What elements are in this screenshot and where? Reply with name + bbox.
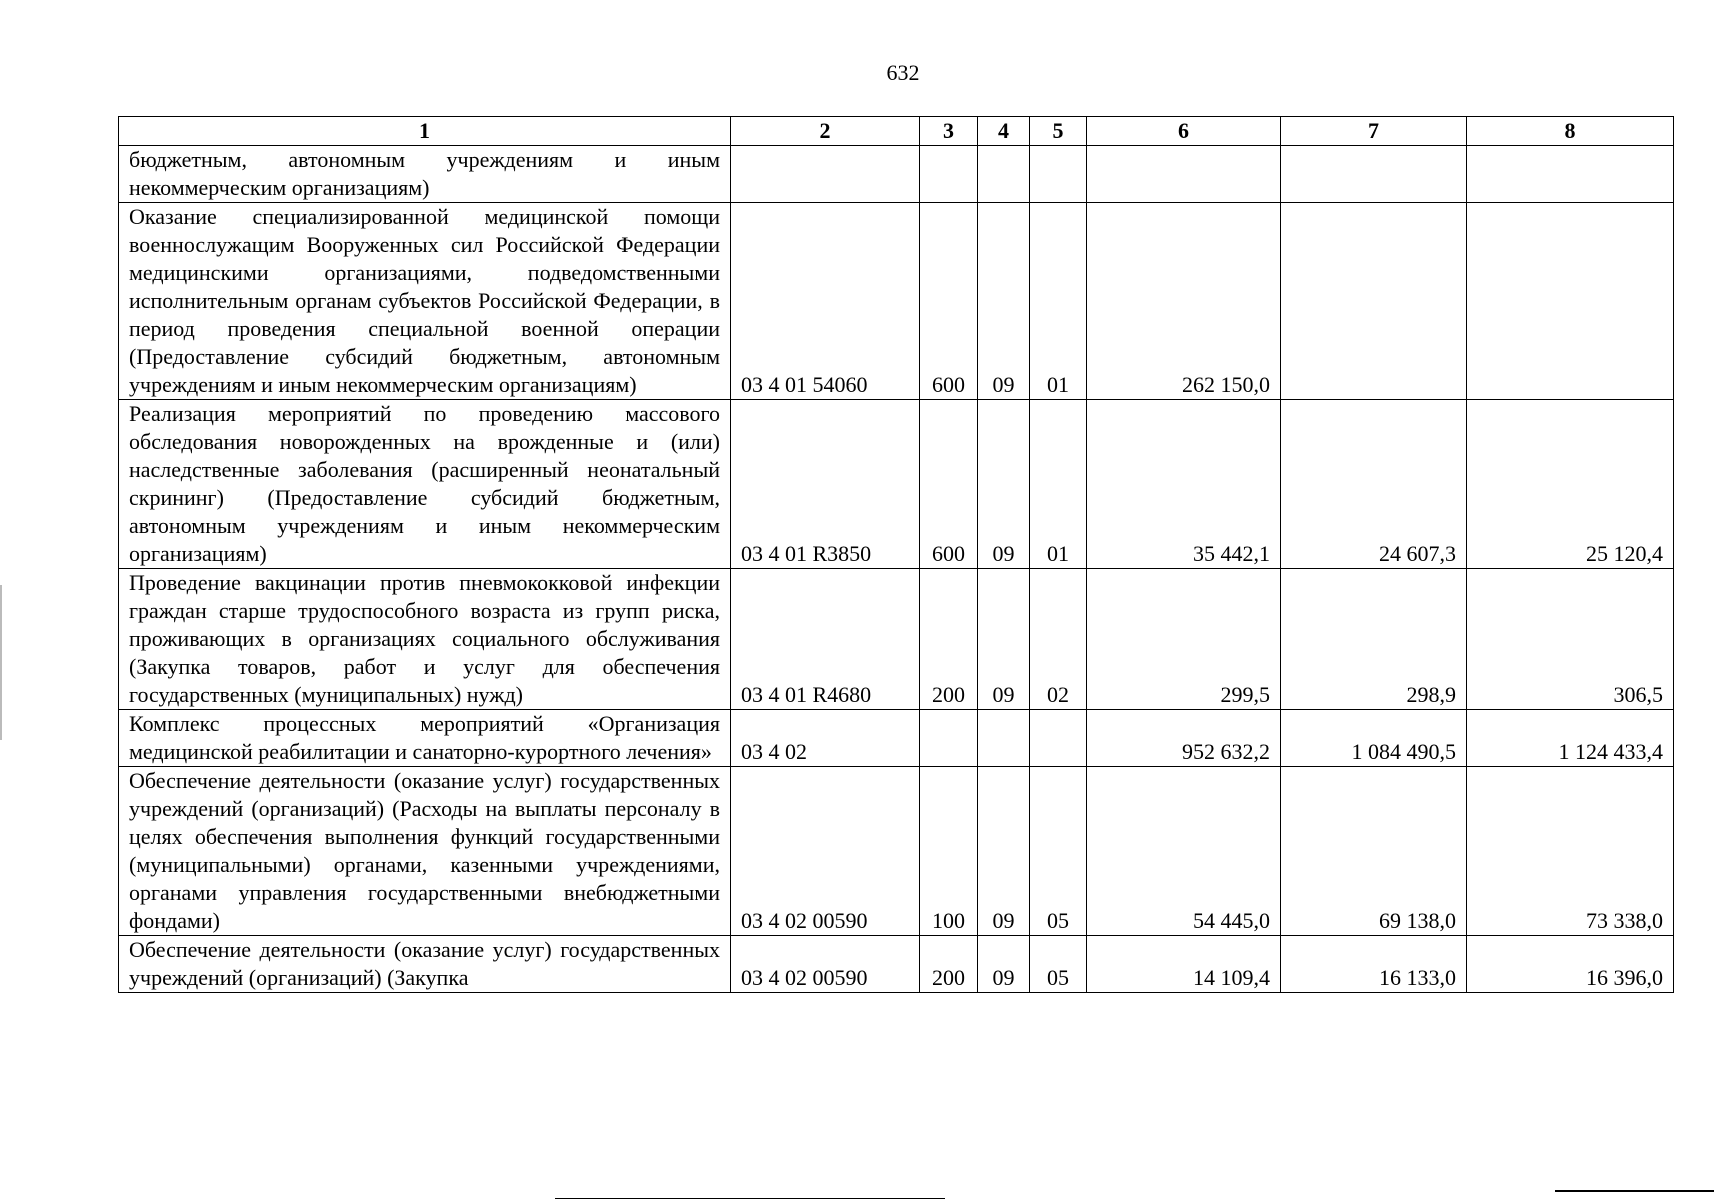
row-pr	[1030, 710, 1087, 767]
row-rz: 09	[978, 767, 1030, 936]
table-row	[119, 767, 1674, 936]
row-sum-6: 299,5	[1087, 569, 1281, 710]
row-name: Обеспечение деятельности (оказание услуг) государственных учреждений (организаций) (Расходы на выплаты персоналу в целях обеспечения выполнения функций государственными (муниципальными) органами, казенными учреждениями, органами управления государственными внебюджетными фондами)	[119, 767, 731, 936]
budget-table	[118, 116, 1674, 993]
table-row	[119, 936, 1674, 993]
row-sum-7: 1 084 490,5	[1281, 710, 1467, 767]
row-sum-8: 25 120,4	[1467, 400, 1674, 569]
row-rz	[978, 710, 1030, 767]
table-row	[119, 203, 1674, 400]
row-sum-7	[1281, 146, 1467, 203]
row-code	[731, 146, 920, 203]
row-name: Комплекс процессных мероприятий «Организация медицинской реабилитации и санаторно-курортного лечения»	[119, 710, 731, 767]
row-vr	[920, 146, 978, 203]
table-row	[119, 146, 1674, 203]
header-row	[119, 117, 1674, 146]
row-name: Реализация мероприятий по проведению массового обследования новорожденных на врожденные и (или) наследственные заболевания (расширенный неонатальный скрининг) (Предоставление субсидий бюджетным, автономным учреждениям и иным некоммерческим организациям)	[119, 400, 731, 569]
row-sum-6: 14 109,4	[1087, 936, 1281, 993]
row-sum-8: 306,5	[1467, 569, 1674, 710]
row-vr: 600	[920, 203, 978, 400]
row-rz: 09	[978, 203, 1030, 400]
page-number: 632	[886, 60, 920, 85]
scan-edge-mark	[0, 585, 2, 740]
row-sum-8: 73 338,0	[1467, 767, 1674, 936]
row-sum-7: 16 133,0	[1281, 936, 1467, 993]
row-sum-6: 35 442,1	[1087, 400, 1281, 569]
row-pr	[1030, 146, 1087, 203]
bottom-rule	[555, 1198, 945, 1199]
column-header: 6	[1087, 117, 1281, 146]
column-header: 7	[1281, 117, 1467, 146]
row-sum-6	[1087, 146, 1281, 203]
row-sum-7: 69 138,0	[1281, 767, 1467, 936]
column-header: 3	[920, 117, 978, 146]
row-code: 03 4 02	[731, 710, 920, 767]
row-rz	[978, 146, 1030, 203]
row-code: 03 4 02 00590	[731, 767, 920, 936]
row-pr: 02	[1030, 569, 1087, 710]
table-row	[119, 400, 1674, 569]
row-sum-7: 24 607,3	[1281, 400, 1467, 569]
row-code: 03 4 01 R3850	[731, 400, 920, 569]
row-code: 03 4 01 54060	[731, 203, 920, 400]
row-vr	[920, 710, 978, 767]
row-vr: 200	[920, 569, 978, 710]
row-name: Обеспечение деятельности (оказание услуг) государственных учреждений (организаций) (Закупка	[119, 936, 731, 993]
row-vr: 100	[920, 767, 978, 936]
row-rz: 09	[978, 936, 1030, 993]
row-pr: 05	[1030, 767, 1087, 936]
row-sum-8: 1 124 433,4	[1467, 710, 1674, 767]
row-sum-7	[1281, 203, 1467, 400]
row-pr: 01	[1030, 400, 1087, 569]
row-vr: 200	[920, 936, 978, 993]
table-row	[119, 710, 1674, 767]
row-pr: 05	[1030, 936, 1087, 993]
row-code: 03 4 01 R4680	[731, 569, 920, 710]
row-code: 03 4 02 00590	[731, 936, 920, 993]
column-header: 8	[1467, 117, 1674, 146]
column-header: 4	[978, 117, 1030, 146]
row-sum-6: 54 445,0	[1087, 767, 1281, 936]
row-rz: 09	[978, 569, 1030, 710]
row-sum-7: 298,9	[1281, 569, 1467, 710]
column-header: 2	[731, 117, 920, 146]
table-row	[119, 569, 1674, 710]
row-name: Оказание специализированной медицинской помощи военнослужащим Вооруженных сил Российской Федерации медицинскими организациями, подведомственными исполнительным органам субъектов Российской Федерации, в период проведения специальной военной операции (Предоставление субсидий бюджетным, автономным учреждениям и иным некоммерческим организациям)	[119, 203, 731, 400]
row-rz: 09	[978, 400, 1030, 569]
column-header: 5	[1030, 117, 1087, 146]
row-name: Проведение вакцинации против пневмококковой инфекции граждан старше трудоспособного возраста из групп риска, проживающих в организациях социального обслуживания (Закупка товаров, работ и услуг для обеспечения государственных (муниципальных) нужд)	[119, 569, 731, 710]
row-sum-8: 16 396,0	[1467, 936, 1674, 993]
row-sum-6: 952 632,2	[1087, 710, 1281, 767]
row-vr: 600	[920, 400, 978, 569]
row-pr: 01	[1030, 203, 1087, 400]
row-sum-8	[1467, 146, 1674, 203]
row-sum-6: 262 150,0	[1087, 203, 1281, 400]
row-sum-8	[1467, 203, 1674, 400]
column-header: 1	[119, 117, 731, 146]
row-name: бюджетным, автономным учреждениям и иным некоммерческим организациям)	[119, 146, 731, 203]
bottom-right-rule	[1555, 1190, 1714, 1192]
